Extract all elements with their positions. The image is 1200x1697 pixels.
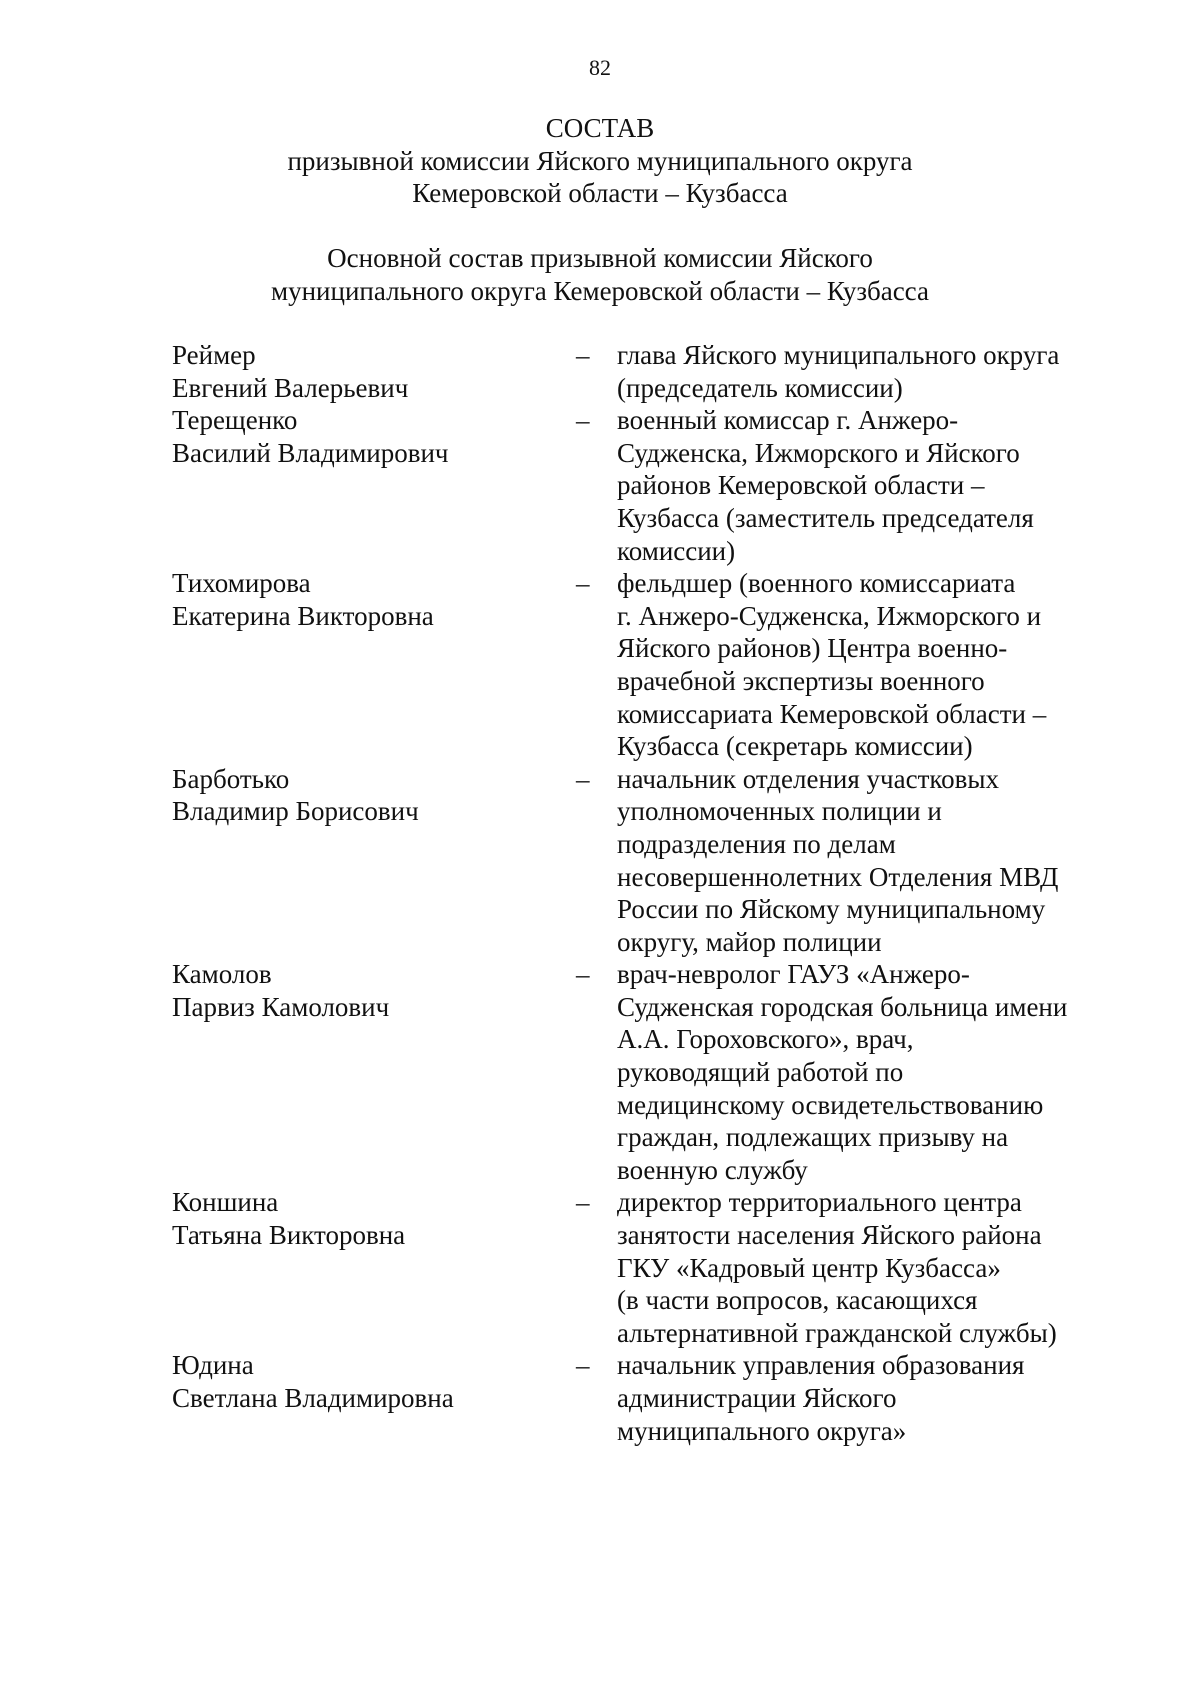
member-name bbox=[172, 763, 572, 959]
member-role-line: медицинскому освидетельствованию bbox=[617, 1089, 1044, 1120]
member-name-line: Парвиз Камолович bbox=[172, 991, 390, 1022]
section-heading bbox=[0, 242, 1200, 307]
member-role-line: А.А. Гороховского», врач, bbox=[617, 1024, 914, 1055]
member-role-line: Яйского районов) Центра военно- bbox=[617, 633, 1008, 664]
member-role-line: (в части вопросов, касающихся bbox=[617, 1285, 978, 1316]
member-row bbox=[0, 1186, 1200, 1349]
member-name-line: Евгений Валерьевич bbox=[172, 372, 409, 403]
dash-separator: – bbox=[576, 1187, 590, 1218]
member-role-line: руководящий работой по bbox=[617, 1057, 904, 1088]
member-row bbox=[0, 763, 1200, 959]
member-role-line: несовершеннолетних Отделения МВД bbox=[617, 861, 1059, 892]
member-role-line: подразделения по делам bbox=[617, 828, 896, 859]
member-role-line: врачебной экспертизы военного bbox=[617, 665, 985, 696]
member-role-line: округу, майор полиции bbox=[617, 926, 882, 957]
member-role bbox=[617, 1186, 1097, 1349]
member-role-line: начальник отделения участковых bbox=[617, 763, 1000, 794]
member-role-line: комиссариата Кемеровской области – bbox=[617, 698, 1047, 729]
member-role-line: уполномоченных полиции и bbox=[617, 796, 942, 827]
member-row bbox=[0, 567, 1200, 763]
member-name bbox=[172, 958, 572, 1186]
member-name bbox=[172, 1186, 572, 1349]
member-name bbox=[172, 1349, 572, 1447]
section-heading-line: Основной состав призывной комиссии Яйского bbox=[327, 243, 873, 273]
member-role-line: администрации Яйского bbox=[617, 1383, 897, 1413]
member-name bbox=[172, 339, 572, 404]
member-role-line: России по Яйскому муниципальному bbox=[617, 894, 1046, 925]
member-role bbox=[617, 1349, 1097, 1447]
member-role-line: Судженская городская больница имени bbox=[617, 991, 1068, 1022]
document-title bbox=[0, 112, 1200, 210]
member-role-line: глава Яйского муниципального округа bbox=[617, 340, 1060, 370]
member-name bbox=[172, 404, 572, 567]
member-role-line: начальник управления образования bbox=[617, 1350, 1025, 1381]
member-name-line: Екатерина Викторовна bbox=[172, 600, 434, 631]
member-name-line: Терещенко bbox=[172, 405, 298, 436]
member-role-line: граждан, подлежащих призыву на bbox=[617, 1122, 1009, 1153]
member-row bbox=[0, 1349, 1200, 1447]
member-role-line: фельдшер (военного комиссариата bbox=[617, 568, 1016, 599]
member-role-line: военную службу bbox=[617, 1154, 808, 1185]
member-name-line: Реймер bbox=[172, 340, 256, 370]
member-list bbox=[0, 339, 1200, 1447]
dash-separator: – bbox=[576, 763, 590, 794]
member-name-line: Коншина bbox=[172, 1187, 279, 1218]
member-row bbox=[0, 958, 1200, 1186]
member-name-line: Барботько bbox=[172, 763, 290, 794]
dash-separator: – bbox=[576, 568, 590, 599]
member-role-line: альтернативной гражданской службы) bbox=[617, 1317, 1057, 1348]
member-role-line: Кузбасса (секретарь комиссии) bbox=[617, 731, 973, 762]
member-role-line: ГКУ «Кадровый центр Кузбасса» bbox=[617, 1252, 1001, 1283]
member-row bbox=[0, 404, 1200, 567]
member-role-line: врач-невролог ГАУЗ «Анжеро- bbox=[617, 959, 970, 990]
member-name-line: Василий Владимирович bbox=[172, 437, 449, 468]
member-role bbox=[617, 958, 1097, 1186]
member-role bbox=[617, 339, 1097, 404]
dash-separator: – bbox=[576, 1350, 590, 1381]
member-name-line: Владимир Борисович bbox=[172, 796, 419, 827]
member-role-line: директор территориального центра bbox=[617, 1187, 1022, 1218]
member-name-line: Светлана Владимировна bbox=[172, 1383, 454, 1413]
title-line: Кемеровской области – Кузбасса bbox=[412, 178, 788, 208]
member-role-line: занятости населения Яйского района bbox=[617, 1220, 1042, 1251]
member-role bbox=[617, 567, 1097, 763]
member-role-line: Кузбасса (заместитель председателя bbox=[617, 502, 1034, 533]
title-line: СОСТАВ bbox=[545, 113, 655, 143]
member-role-line: комиссии) bbox=[617, 535, 736, 566]
member-name-line: Камолов bbox=[172, 959, 272, 990]
member-name-line: Татьяна Викторовна bbox=[172, 1220, 406, 1251]
dash-separator: – bbox=[576, 959, 590, 990]
member-role-line: Судженска, Ижморского и Яйского bbox=[617, 437, 1020, 468]
page-number: 82 bbox=[589, 55, 611, 80]
section-heading-line: муниципального округа Кемеровской области – Кузбасса bbox=[271, 275, 929, 306]
member-role-line: г. Анжеро-Судженска, Ижморского и bbox=[617, 600, 1042, 631]
dash-separator: – bbox=[576, 340, 590, 370]
member-name-line: Юдина bbox=[172, 1350, 254, 1381]
member-role-line: (председатель комиссии) bbox=[617, 372, 903, 403]
member-role-line: муниципального округа» bbox=[617, 1415, 907, 1446]
title-line: призывной комиссии Яйского муниципального округа bbox=[287, 145, 913, 176]
member-role bbox=[617, 404, 1097, 567]
member-row bbox=[0, 339, 1200, 404]
member-role-line: районов Кемеровской области – bbox=[617, 470, 985, 501]
member-role bbox=[617, 763, 1097, 959]
dash-separator: – bbox=[576, 405, 590, 436]
member-name bbox=[172, 567, 572, 763]
member-name-line: Тихомирова bbox=[172, 568, 311, 599]
member-role-line: военный комиссар г. Анжеро- bbox=[617, 405, 959, 436]
